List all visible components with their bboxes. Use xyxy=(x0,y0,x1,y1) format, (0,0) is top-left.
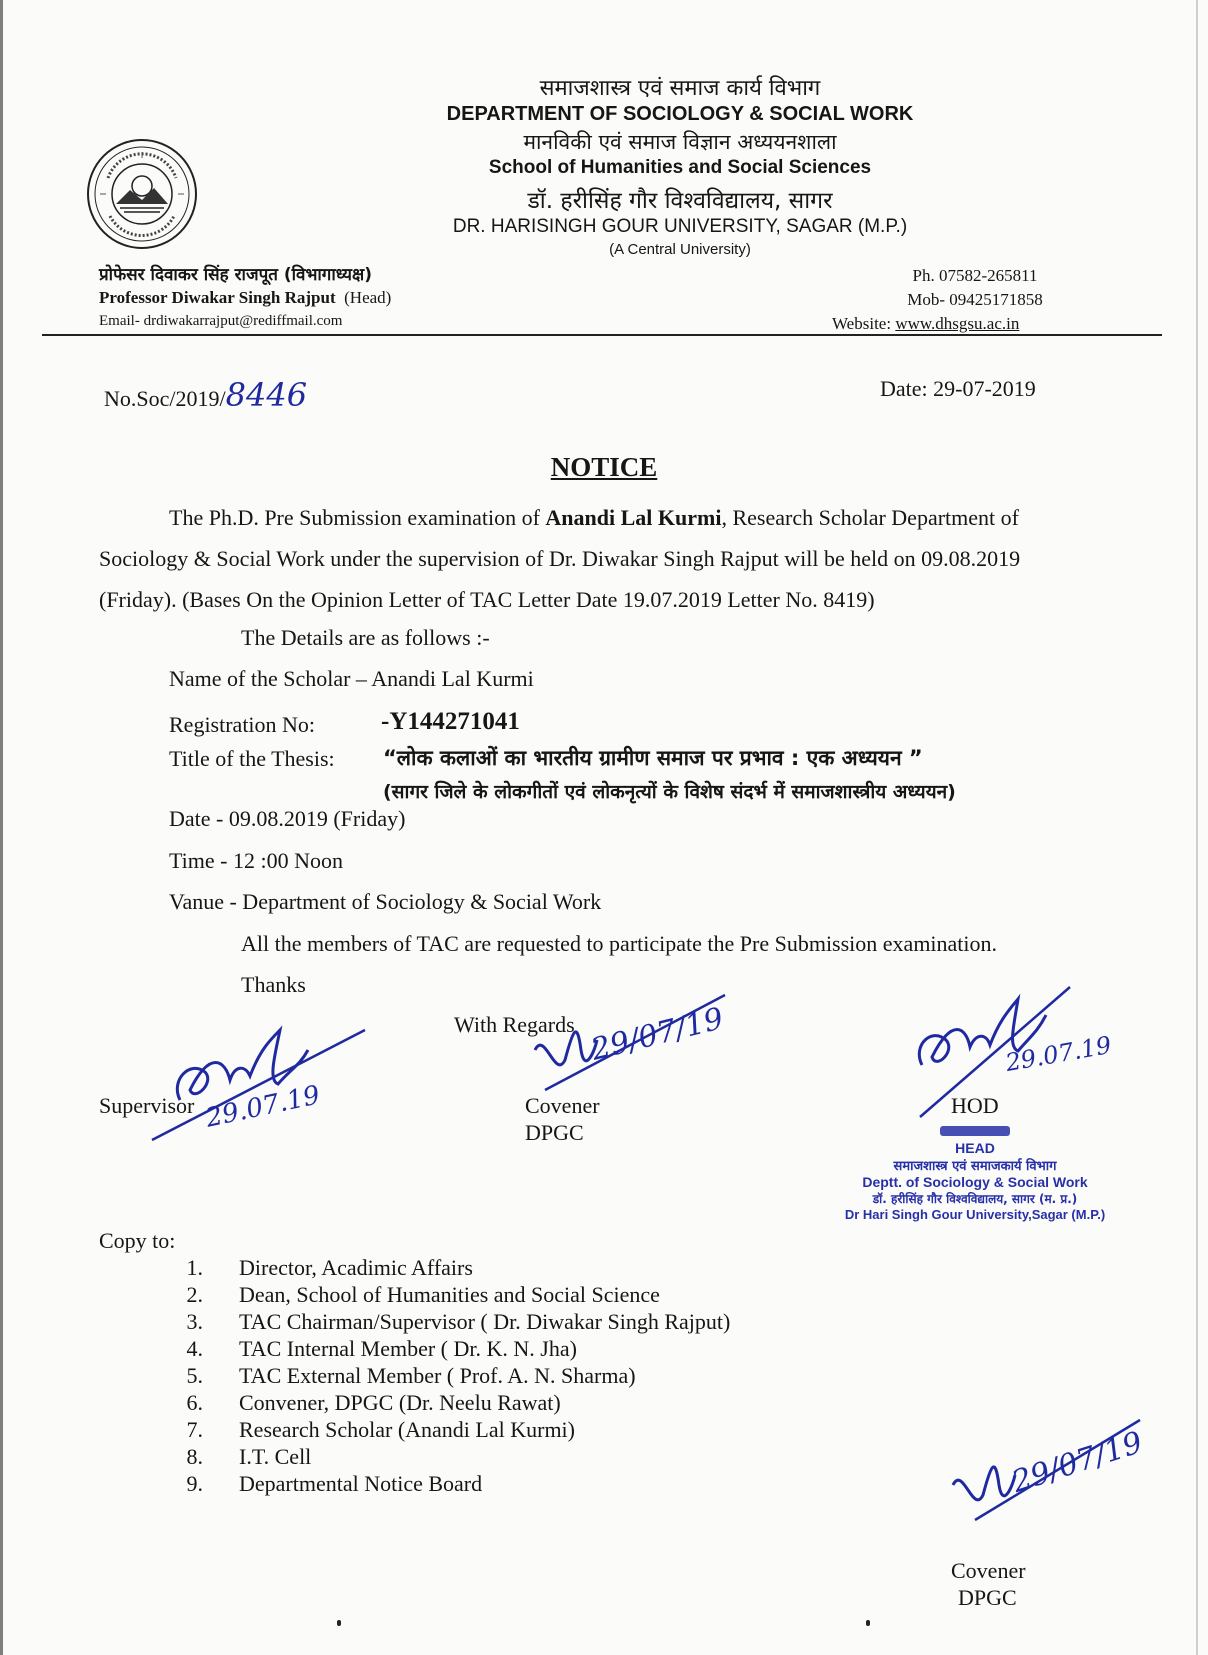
university-name-hindi: डॉ. हरीसिंह गौर विश्वविद्यालय, सागर xyxy=(527,188,833,214)
contact-website-block xyxy=(832,314,1019,334)
copy-to-item-text: TAC Chairman/Supervisor ( Dr. Diwakar Singh Rajput) xyxy=(239,1309,731,1334)
document-date: Date: 29-07-2019 xyxy=(880,376,1036,401)
stamp-line-5: Dr Hari Singh Gour University,Sagar (M.P.) xyxy=(844,1207,1106,1222)
stamp-line-1: HEAD xyxy=(955,1140,995,1156)
copy-to-item xyxy=(145,1443,730,1470)
copy-to-item-text: Convener, DPGC (Dr. Neelu Rawat) xyxy=(239,1390,561,1415)
exam-venue-line: Vanue - Department of Sociology & Social Work xyxy=(169,889,602,914)
letterhead-divider xyxy=(42,334,1162,336)
contact-phone: Ph. 07582-265811 xyxy=(912,266,1038,285)
copy-to-item-number: 4. xyxy=(186,1336,203,1361)
university-name-english: DR. HARISINGH GOUR UNIVERSITY, SAGAR (M.P.) xyxy=(452,216,908,237)
stamp-smudge xyxy=(940,1126,1010,1136)
website-link[interactable]: www.dhsgsu.ac.in xyxy=(895,314,1020,333)
copy-to-item-number: 9. xyxy=(186,1471,203,1496)
copy-to-item xyxy=(145,1416,730,1443)
notice-intro-2: , Research Scholar Department of Sociology & Social Work under the supervision of Dr. Diwakar Singh Rajput will be held on 09.08.2019 (Friday). (Bases On the Opinion Letter of TAC Letter Date 19.07.2019 Letter No. 8419) xyxy=(99,505,1021,612)
exam-date-line: Date - 09.08.2019 (Friday) xyxy=(169,806,406,831)
copy-to-item xyxy=(145,1335,730,1362)
notice-intro-1: The Ph.D. Pre Submission examination of xyxy=(169,505,546,530)
university-type: (A Central University) xyxy=(609,241,751,258)
bottom-convener-signature-date: 29/07/19 xyxy=(1007,1425,1147,1500)
copy-to-item-number: 7. xyxy=(186,1417,203,1442)
stamp-line-2: समाजशास्त्र एवं समाजकार्य विभाग xyxy=(893,1159,1057,1174)
copy-to-item xyxy=(145,1362,730,1389)
thesis-title-line-2: (सागर जिले के लोकगीतों एवं लोकनृत्यों के विशेष संदर्भ में समाजशास्त्रीय अध्ययन) xyxy=(383,781,956,803)
copy-to-item-number: 2. xyxy=(186,1282,203,1307)
notice-scholar-name: Anandi Lal Kurmi xyxy=(545,505,722,530)
copy-to-item xyxy=(145,1254,730,1281)
convener-label: Covener xyxy=(525,1093,600,1118)
university-seal-icon xyxy=(86,138,198,250)
reference-handwritten-number: 8446 xyxy=(225,376,308,414)
thesis-title-line-1: “लोक कलाओं का भारतीय ग्रामीण समाज पर प्रभाव : एक अध्ययन ” xyxy=(383,746,923,770)
notice-title: NOTICE xyxy=(550,452,658,482)
scan-speck xyxy=(866,1620,870,1626)
hod-signature-date: 29.07.19 xyxy=(1003,1030,1114,1078)
copy-to-item xyxy=(145,1470,730,1497)
copy-to-item-number: 8. xyxy=(186,1444,203,1469)
registration-value: -Y144271041 xyxy=(381,708,520,735)
copy-to-list xyxy=(145,1254,730,1497)
reference-prefix: No.Soc/2019/ xyxy=(104,386,226,411)
notice-paragraph xyxy=(99,497,1099,620)
head-role: (Head) xyxy=(344,288,392,307)
head-email: Email- drdiwakarrajput@rediffmail.com xyxy=(99,313,343,329)
convener-sub-label: DPGC xyxy=(525,1120,584,1145)
copy-to-item-text: Departmental Notice Board xyxy=(239,1471,483,1496)
dept-name-english: DEPARTMENT OF SOCIOLOGY & SOCIAL WORK xyxy=(446,103,914,125)
head-name-block xyxy=(99,288,391,308)
copy-to-item-text: Research Scholar (Anandi Lal Kurmi) xyxy=(239,1417,575,1442)
convener-signature-date: 29/07/19 xyxy=(587,1001,727,1068)
dept-name-hindi: समाजशास्त्र एवं समाज कार्य विभाग xyxy=(539,76,821,101)
thanks-line: Thanks xyxy=(241,972,306,997)
copy-to-item xyxy=(145,1308,730,1335)
scan-speck xyxy=(337,1620,341,1626)
copy-to-item-text: TAC Internal Member ( Dr. K. N. Jha) xyxy=(239,1336,577,1361)
copy-to-item xyxy=(145,1281,730,1308)
contact-mobile: Mob- 09425171858 xyxy=(907,290,1043,309)
copy-to-item-number: 5. xyxy=(186,1363,203,1388)
thesis-label: Title of the Thesis: xyxy=(169,746,335,771)
scan-right-edge xyxy=(1196,0,1198,1655)
copy-to-item-text: TAC External Member ( Prof. A. N. Sharma) xyxy=(239,1363,636,1388)
copy-to-item xyxy=(145,1389,730,1416)
head-name-hindi: प्रोफेसर दिवाकर सिंह राजपूत (विभागाध्यक्ष) xyxy=(99,265,372,285)
stamp-line-3: Deptt. of Sociology & Social Work xyxy=(862,1174,1088,1190)
bottom-convener-sub-label: DPGC xyxy=(958,1585,1017,1610)
scan-left-edge xyxy=(0,0,3,1655)
website-label: Website: xyxy=(832,314,896,333)
details-intro: The Details are as follows :- xyxy=(241,625,490,650)
reference-number xyxy=(104,376,307,414)
supervisor-signature-date: 29.07.19 xyxy=(203,1080,323,1134)
copy-to-item-number: 6. xyxy=(186,1390,203,1415)
copy-to-item-text: Dean, School of Humanities and Social Science xyxy=(239,1282,660,1307)
exam-time-line: Time - 12 :00 Noon xyxy=(169,848,343,873)
scholar-name-line: Name of the Scholar – Anandi Lal Kurmi xyxy=(169,666,534,691)
bottom-convener-label: Covener xyxy=(951,1558,1026,1583)
copy-to-item-text: I.T. Cell xyxy=(239,1444,312,1469)
supervisor-signature-icon xyxy=(150,1010,380,1150)
request-line: All the members of TAC are requested to participate the Pre Submission examination. xyxy=(241,931,998,956)
copy-to-item-number: 3. xyxy=(186,1309,203,1334)
school-name-english: School of Humanities and Social Sciences xyxy=(488,157,872,178)
copy-to-label: Copy to: xyxy=(99,1228,176,1253)
school-name-hindi: मानविकी एवं समाज विज्ञान अध्ययनशाला xyxy=(523,130,837,154)
department-stamp xyxy=(820,1126,1130,1222)
regards-line: With Regards xyxy=(454,1012,575,1037)
hod-label: HOD xyxy=(951,1093,999,1118)
supervisor-label: Supervisor xyxy=(99,1093,195,1118)
copy-to-item-text: Director, Acadimic Affairs xyxy=(239,1255,473,1280)
head-name-english: Professor Diwakar Singh Rajput xyxy=(99,288,336,307)
registration-label: Registration No: xyxy=(169,712,316,737)
copy-to-item-number: 1. xyxy=(186,1255,203,1280)
stamp-line-4: डॉ. हरीसिंह गौर विश्वविद्यालय, सागर (म. प्र.) xyxy=(872,1192,1078,1206)
